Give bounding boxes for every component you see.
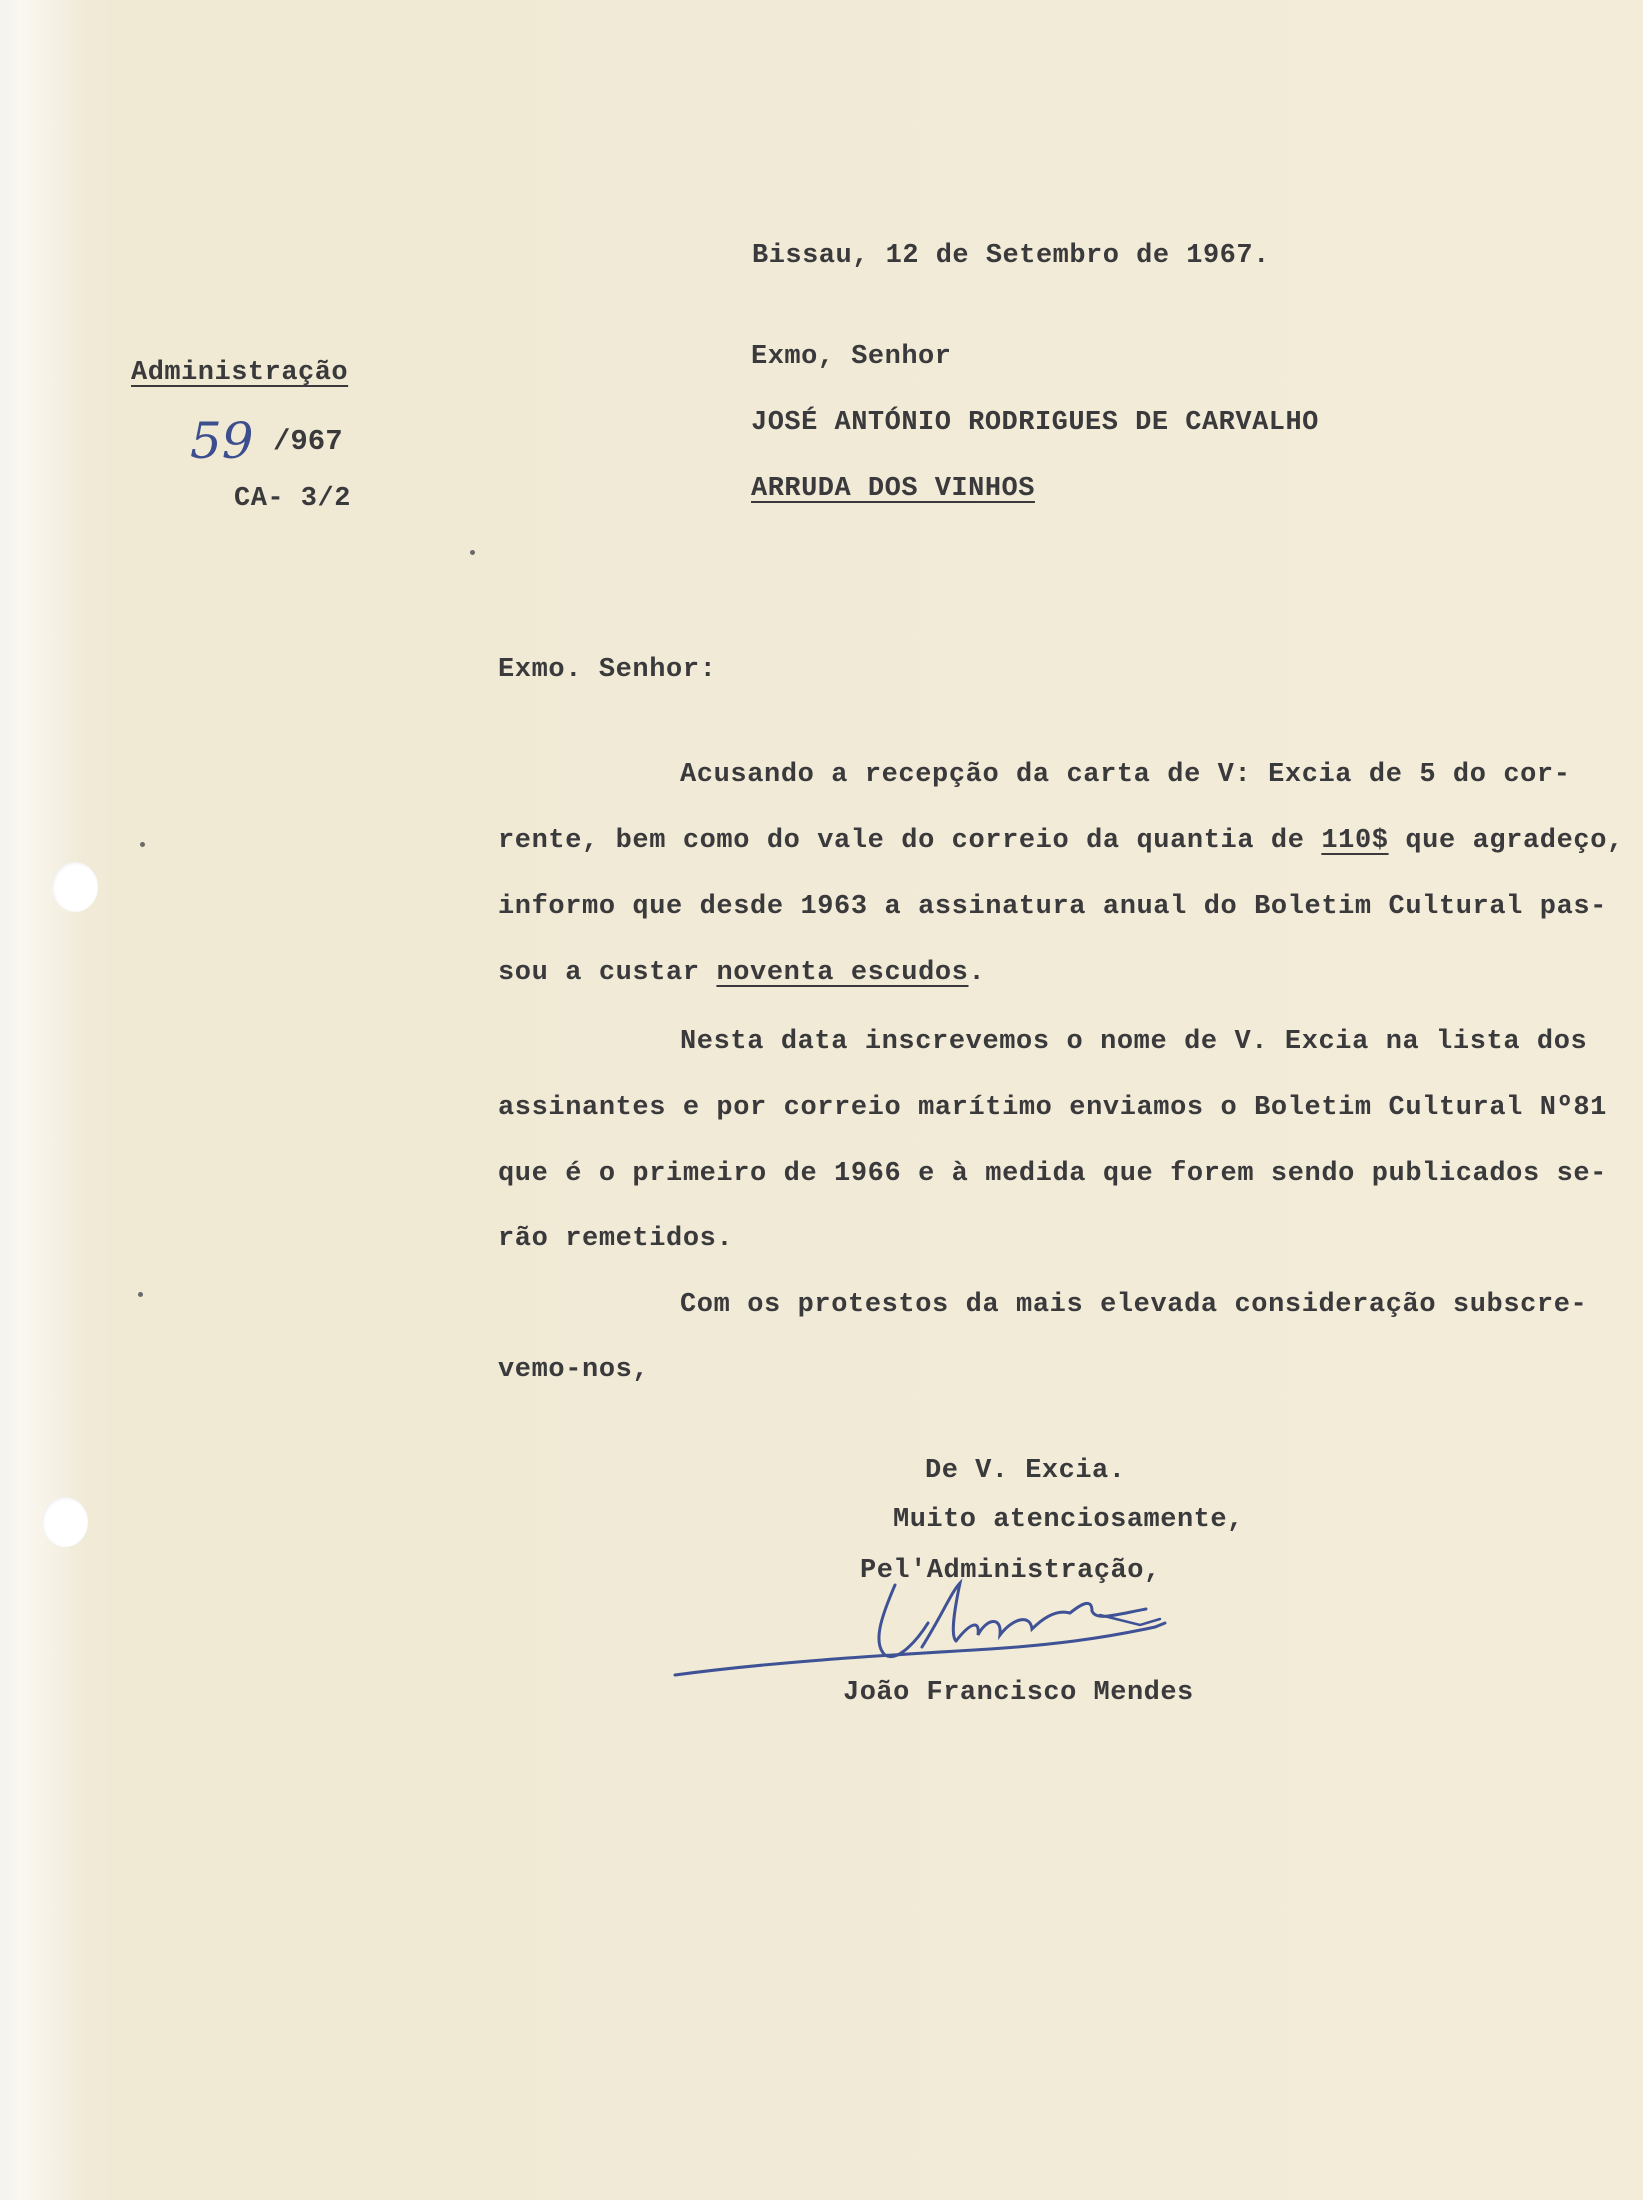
closing-line-2: Muito atenciosamente, [893,1505,1244,1535]
amount-received: 110$ [1321,826,1389,856]
handwritten-signature [660,1575,1180,1685]
paragraph-1-line-2-start: rente, bem como do vale do correio da quantia de [498,826,1322,856]
reference-code: CA- 3/2 [234,484,351,514]
ink-speck [140,842,145,847]
paragraph-1-line-4-end: . [968,958,986,988]
addressee-name: JOSÉ ANTÓNIO RODRIGUES DE CARVALHO [751,408,1319,438]
paragraph-3-line-1: Com os protestos da mais elevada consideração subscre- [680,1290,1588,1320]
paragraph-2-line-4: rão remetidos. [498,1224,734,1254]
punch-hole-lower [42,1497,88,1547]
paragraph-1-line-4 [498,958,985,988]
closing-line-3: Pel'Administração, [860,1556,1161,1586]
reference-year: /967 [273,425,343,458]
paragraph-1-line-2 [498,826,1624,856]
subscription-price: noventa escudos [716,958,969,988]
paragraph-1-line-1: Acusando a recepção da carta de V: Excia de 5 do cor- [680,760,1571,790]
signatory-name: João Francisco Mendes [843,1678,1194,1708]
paragraph-2-line-2: assinantes e por correio marítimo enviamos o Boletim Cultural Nº81 [498,1093,1607,1123]
letter-greeting: Exmo. Senhor: [498,655,717,685]
page-margin-strip [0,0,120,2200]
ink-speck [138,1292,143,1297]
ink-speck [470,550,475,555]
place-date-line: Bissau, 12 de Setembro de 1967. [752,241,1270,271]
paragraph-1-line-2-end: que agradeço, [1388,826,1624,856]
addressee-salutation: Exmo, Senhor [751,342,952,372]
reference-number-handwritten: 59 [190,412,254,470]
department-label: Administração [131,358,349,388]
paragraph-3-line-2: vemo-nos, [498,1355,650,1385]
addressee-location: ARRUDA DOS VINHOS [751,474,1035,504]
paragraph-2-line-1: Nesta data inscrevemos o nome de V. Excia na lista dos [680,1027,1588,1057]
paragraph-2-line-3: que é o primeiro de 1966 e à medida que forem sendo publicados se- [498,1159,1607,1189]
paragraph-1-line-4-start: sou a custar [498,958,717,988]
punch-hole-upper [52,862,98,912]
paragraph-1-line-3: informo que desde 1963 a assinatura anual do Boletim Cultural pas- [498,892,1607,922]
closing-line-1: De V. Excia. [925,1456,1126,1486]
